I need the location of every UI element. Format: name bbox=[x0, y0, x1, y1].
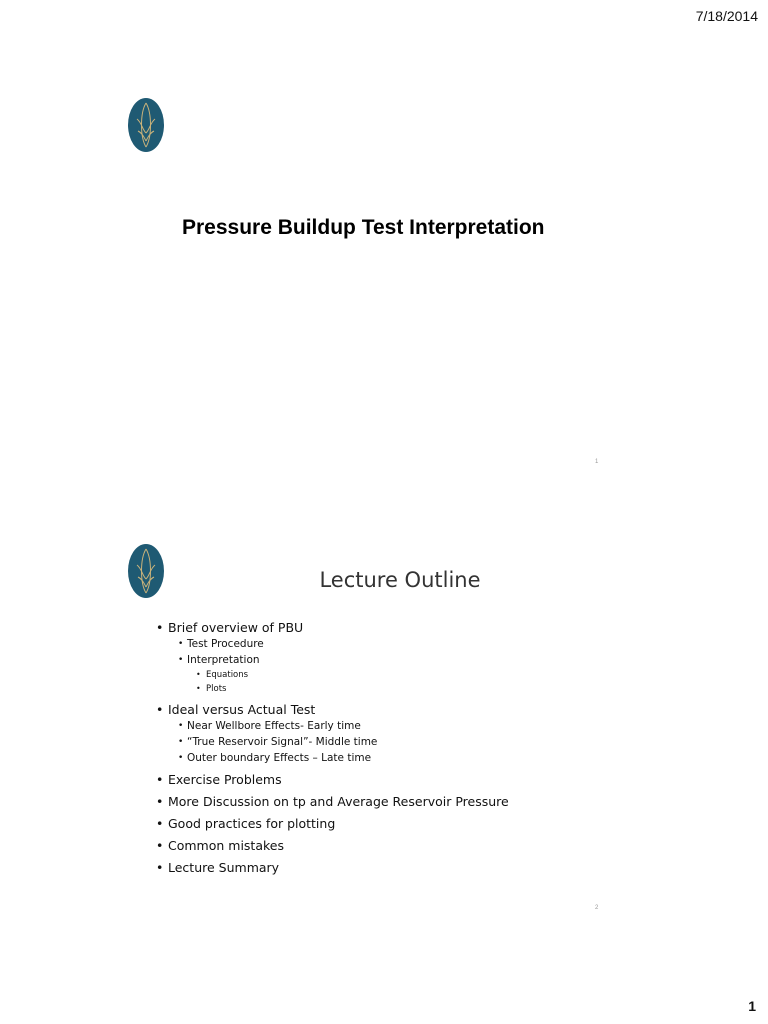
outline-subsubitem: • Equations bbox=[196, 668, 596, 682]
outline-item: • Common mistakes bbox=[156, 838, 596, 854]
page-number: 1 bbox=[748, 998, 756, 1014]
slide-2-title: Lecture Outline bbox=[319, 568, 481, 592]
outline-item: • Brief overview of PBU bbox=[156, 620, 596, 636]
outline-item: • Lecture Summary bbox=[156, 860, 596, 876]
slide-1-number: 1 bbox=[595, 459, 599, 465]
outline-item: • More Discussion on tp and Average Reservoir Pressure bbox=[156, 794, 596, 810]
slide-2-number: 2 bbox=[595, 905, 599, 911]
outline-subitem: • Near Wellbore Effects- Early time bbox=[178, 718, 596, 734]
university-seal-icon bbox=[127, 97, 165, 153]
header-date: 7/18/2014 bbox=[695, 8, 758, 24]
outline-subitem: • Outer boundary Effects – Late time bbox=[178, 750, 596, 766]
outline-item: • Exercise Problems bbox=[156, 772, 596, 788]
outline-item: • Ideal versus Actual Test bbox=[156, 702, 596, 718]
outline-subsubitem: • Plots bbox=[196, 682, 596, 696]
outline-item: • Good practices for plotting bbox=[156, 816, 596, 832]
slide-1-title: Pressure Buildup Test Interpretation bbox=[182, 216, 545, 239]
outline-subitem: • “True Reservoir Signal”- Middle time bbox=[178, 734, 596, 750]
outline-subitem: • Interpretation bbox=[178, 652, 596, 668]
outline-subitem: • Test Procedure bbox=[178, 636, 596, 652]
lecture-outline bbox=[156, 620, 596, 876]
university-seal-icon bbox=[127, 543, 165, 599]
